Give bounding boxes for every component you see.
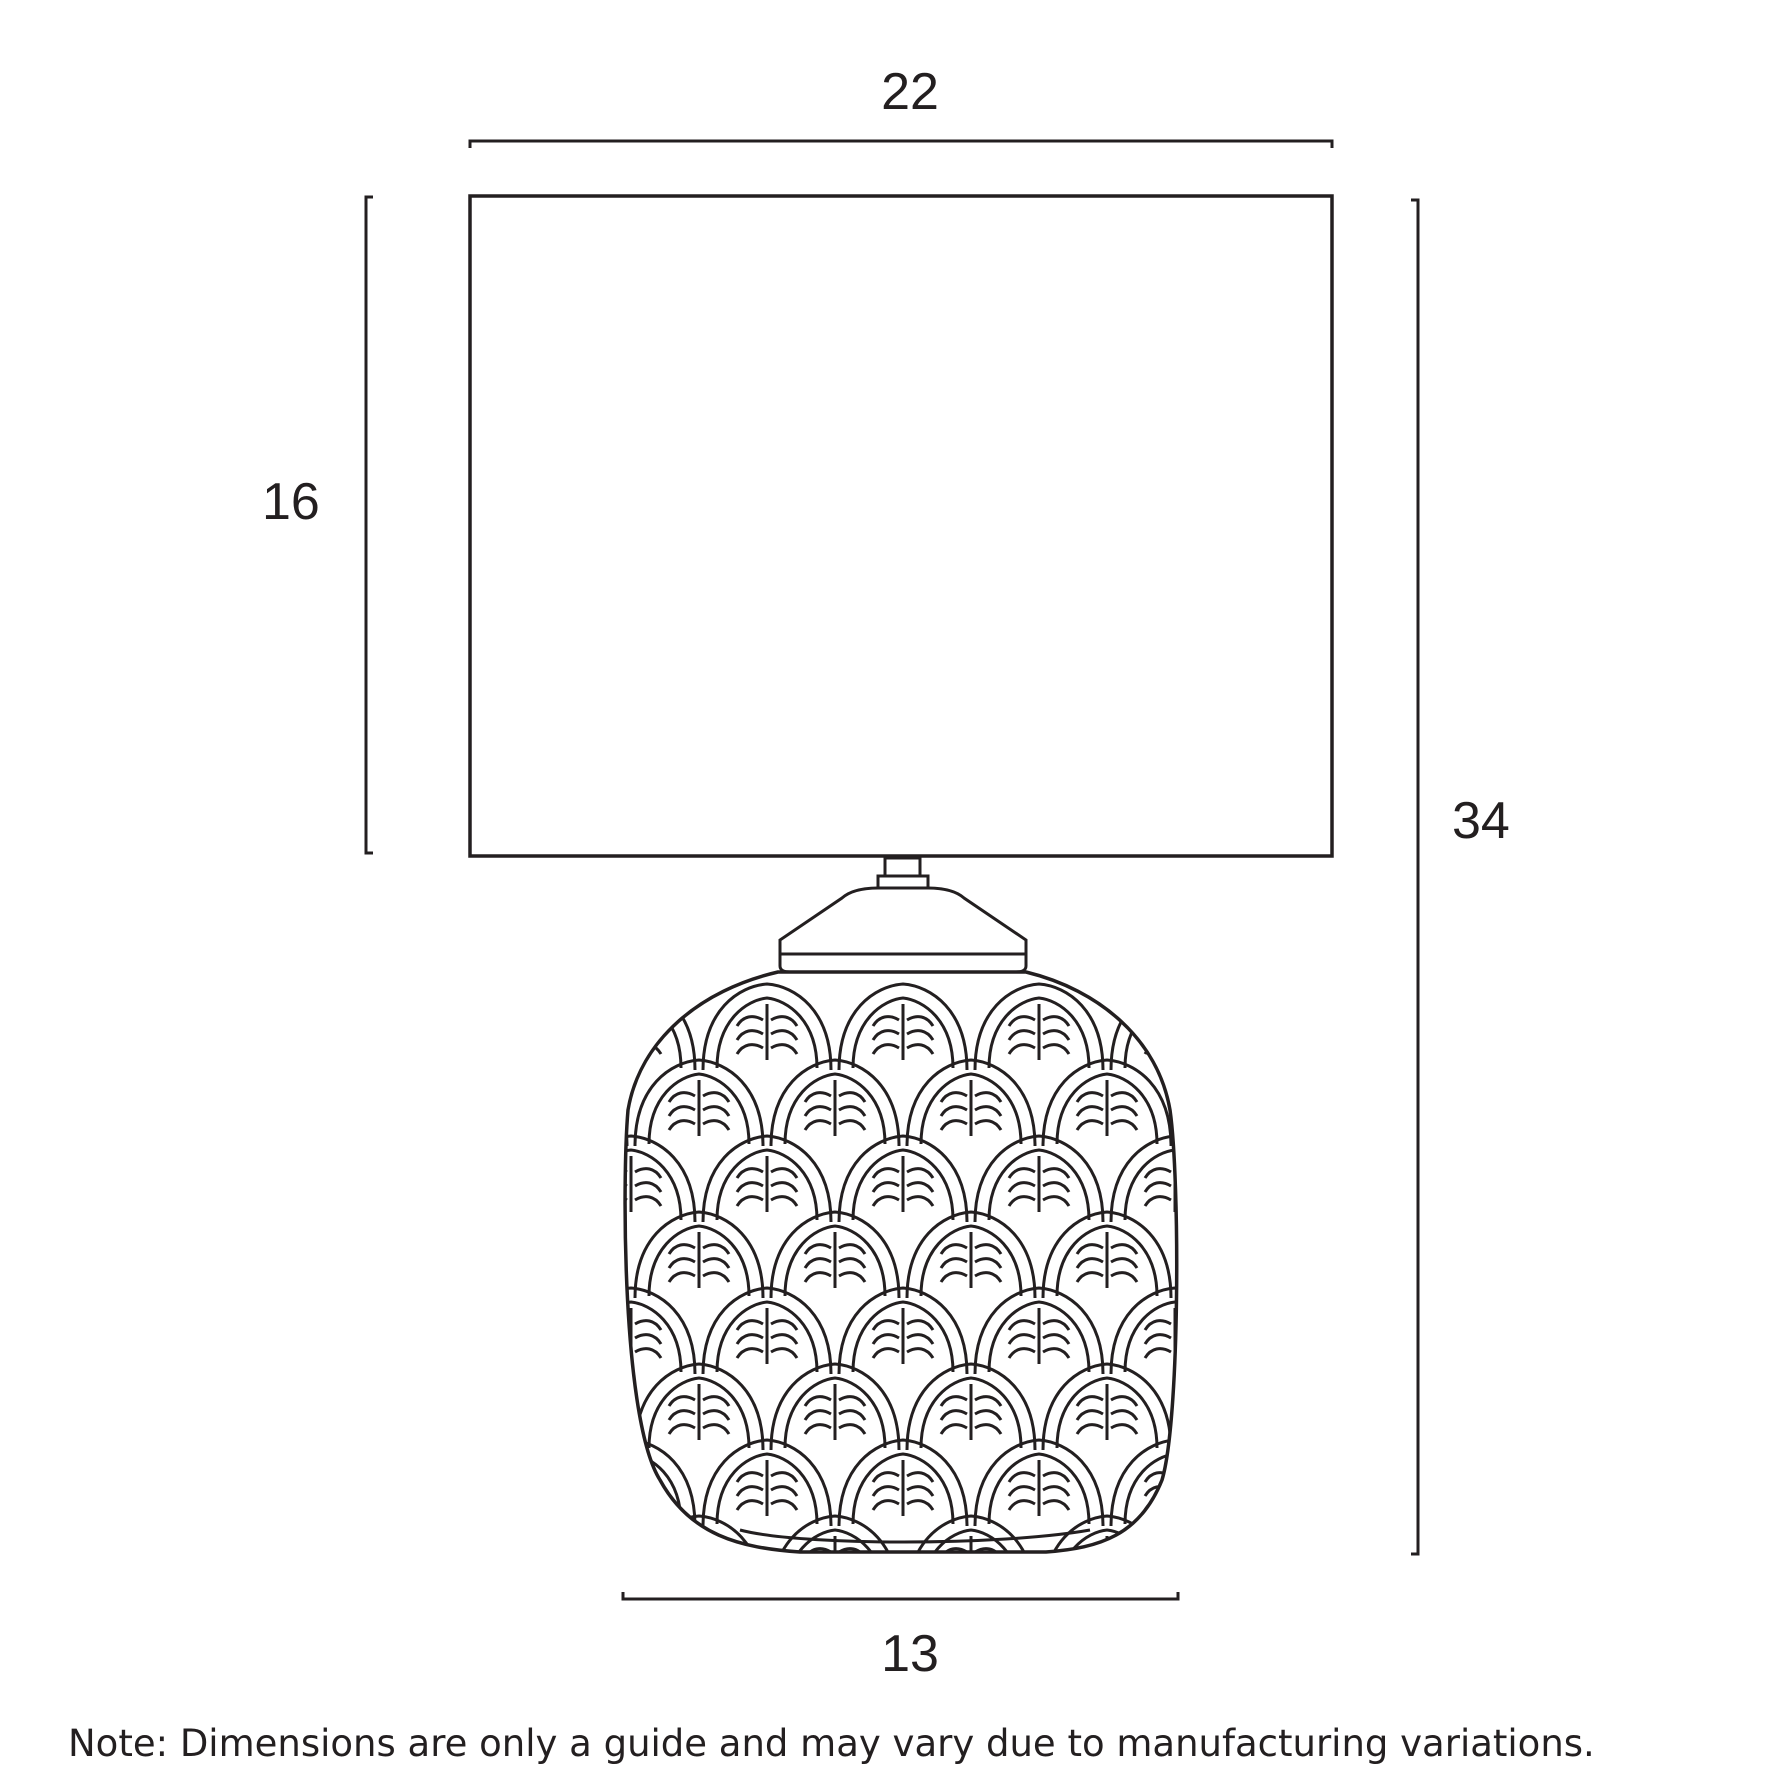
leaf-scale	[499, 1212, 627, 1298]
shade-height-label: 16	[262, 473, 320, 531]
leaf-scale	[159, 1136, 287, 1222]
leaf-scale	[1519, 1288, 1647, 1374]
leaf-scale	[295, 1440, 423, 1526]
leaf-scale	[159, 1440, 287, 1526]
leaf-scale	[499, 1516, 627, 1602]
leaf-scale	[1451, 1060, 1579, 1146]
leaf-scale	[431, 1136, 559, 1222]
leaf-scale	[1315, 1516, 1443, 1602]
leaf-scale	[295, 1288, 423, 1374]
leaf-scale	[363, 1060, 491, 1146]
leaf-scale	[227, 1212, 355, 1298]
leaf-scale	[1247, 1288, 1375, 1374]
leaf-scale	[1247, 984, 1375, 1070]
leaf-scale	[1383, 1288, 1511, 1374]
leaf-scale	[1451, 1516, 1579, 1602]
leaf-scale	[1315, 1060, 1443, 1146]
lamp-neck	[780, 858, 1026, 972]
leaf-scale	[227, 1364, 355, 1450]
leaf-scale	[295, 984, 423, 1070]
leaf-scale	[1451, 1364, 1579, 1450]
leaf-scale	[159, 984, 287, 1070]
leaf-scale	[1587, 1060, 1715, 1146]
shade-width-label: 22	[881, 63, 939, 121]
lamp-body	[159, 972, 1715, 1602]
leaf-scale	[1315, 1212, 1443, 1298]
base-width-dimension-line	[623, 1592, 1178, 1599]
leaf-scale	[1179, 1060, 1307, 1146]
leaf-scale	[1519, 984, 1647, 1070]
leaf-scale	[499, 1364, 627, 1450]
leaf-scale	[431, 1440, 559, 1526]
leaf-scale	[1179, 1364, 1307, 1450]
disclaimer-note: Note: Dimensions are only a guide and may vary due to manufacturing variations.	[68, 1722, 1595, 1765]
leaf-scale	[431, 1288, 559, 1374]
total-height-dimension-line	[1411, 200, 1418, 1554]
leaf-scale	[1519, 1136, 1647, 1222]
leaf-scale	[295, 1136, 423, 1222]
base-width-label: 13	[881, 1625, 939, 1683]
leaf-scale	[499, 1060, 627, 1146]
leaf-scale	[1315, 1364, 1443, 1450]
leaf-scale	[1383, 1136, 1511, 1222]
leaf-scale	[159, 1288, 287, 1374]
leaf-scale	[1179, 1516, 1307, 1602]
leaf-scale	[1587, 1516, 1715, 1602]
leaf-scale	[1587, 1364, 1715, 1450]
leaf-scale	[1247, 1440, 1375, 1526]
leaf-scale	[1179, 1212, 1307, 1298]
leaf-scale	[1451, 1212, 1579, 1298]
leaf-scale	[1247, 1136, 1375, 1222]
leaf-scale	[227, 1516, 355, 1602]
leaf-scale	[363, 1364, 491, 1450]
shade-width-dimension-line	[470, 141, 1332, 148]
leaf-scale	[1383, 984, 1511, 1070]
leaf-scale	[1519, 1440, 1647, 1526]
leaf-scale	[1587, 1212, 1715, 1298]
leaf-scale	[363, 1516, 491, 1602]
leaf-scale	[363, 1212, 491, 1298]
total-height-label: 34	[1452, 792, 1510, 850]
lamp-shade	[470, 196, 1332, 856]
lamp-collar	[780, 888, 1026, 954]
shade-height-dimension-line	[366, 197, 373, 853]
leaf-scale	[227, 1060, 355, 1146]
leaf-scale	[431, 984, 559, 1070]
leaf-scale	[1383, 1440, 1511, 1526]
